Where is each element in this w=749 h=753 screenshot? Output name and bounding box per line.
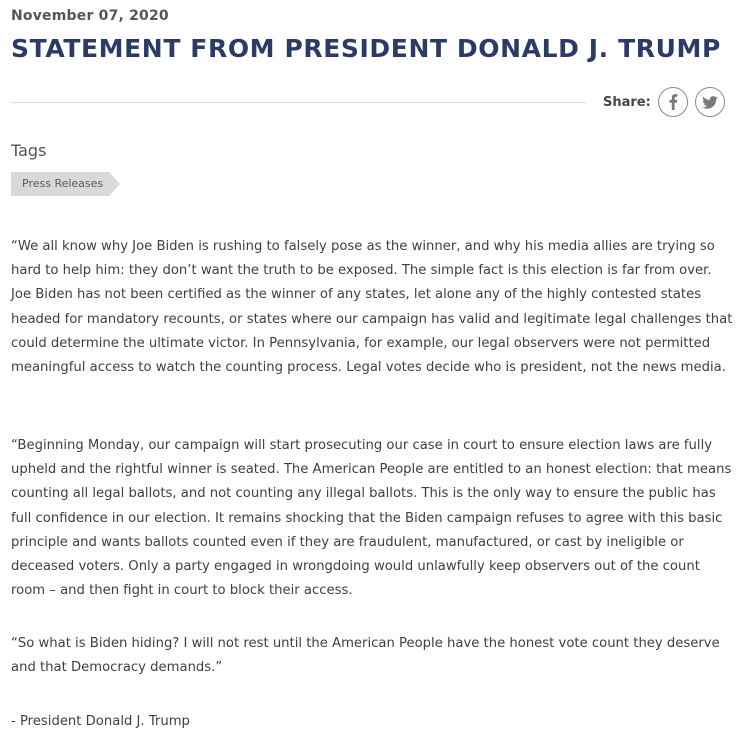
statement-paragraph: “So what is Biden hiding? I will not rest until the American People have the honest vote count they deserve and that Democracy demands.”	[11, 636, 720, 676]
divider	[11, 102, 586, 103]
twitter-icon	[702, 96, 718, 109]
page-title: STATEMENT FROM PRESIDENT DONALD J. TRUMP	[11, 34, 721, 63]
facebook-icon	[668, 94, 678, 110]
article-date: November 07, 2020	[11, 8, 169, 24]
tags-heading: Tags	[11, 141, 47, 160]
share-label: Share:	[603, 94, 651, 110]
facebook-share-button[interactable]	[658, 87, 688, 117]
tag-label: Press Releases	[11, 172, 109, 196]
statement-signature: - President Donald J. Trump	[11, 714, 190, 729]
share-bar	[603, 86, 732, 118]
tag-press-releases[interactable]	[11, 172, 120, 196]
statement-paragraph: “We all know why Joe Biden is rushing to falsely pose as the winner, and why his media allies are trying so hard to help him: they don’t want the truth to be exposed. The simple fact is this election is far from over. Joe Biden has not been certified as the winner of any states, let alone any of the highly contested states headed for mandatory recounts, or states where our campaign has valid and legitimate legal challenges that could determine the ultimate victor. In Pennsylvania, for example, our legal observers were not permitted meaningful access to watch the counting process. Legal votes decide who is president, not the news media.	[11, 239, 733, 376]
twitter-share-button[interactable]	[695, 87, 725, 117]
tag-arrow	[109, 172, 120, 196]
statement-paragraph: “Beginning Monday, our campaign will start prosecuting our case in court to ensure election laws are fully upheld and the rightful winner is seated. The American People are entitled to an honest election: that means counting all legal ballots, and not counting any illegal ballots. This is the only way to ensure the public has full confidence in our election. It remains shocking that the Biden campaign refuses to agree with this basic principle and wants ballots counted even if they are fraudulent, manufactured, or cast by ineligible or deceased voters. Only a party engaged in wrongdoing would unlawfully keep observers out of the count room – and then fight in court to block their access.	[11, 438, 732, 599]
